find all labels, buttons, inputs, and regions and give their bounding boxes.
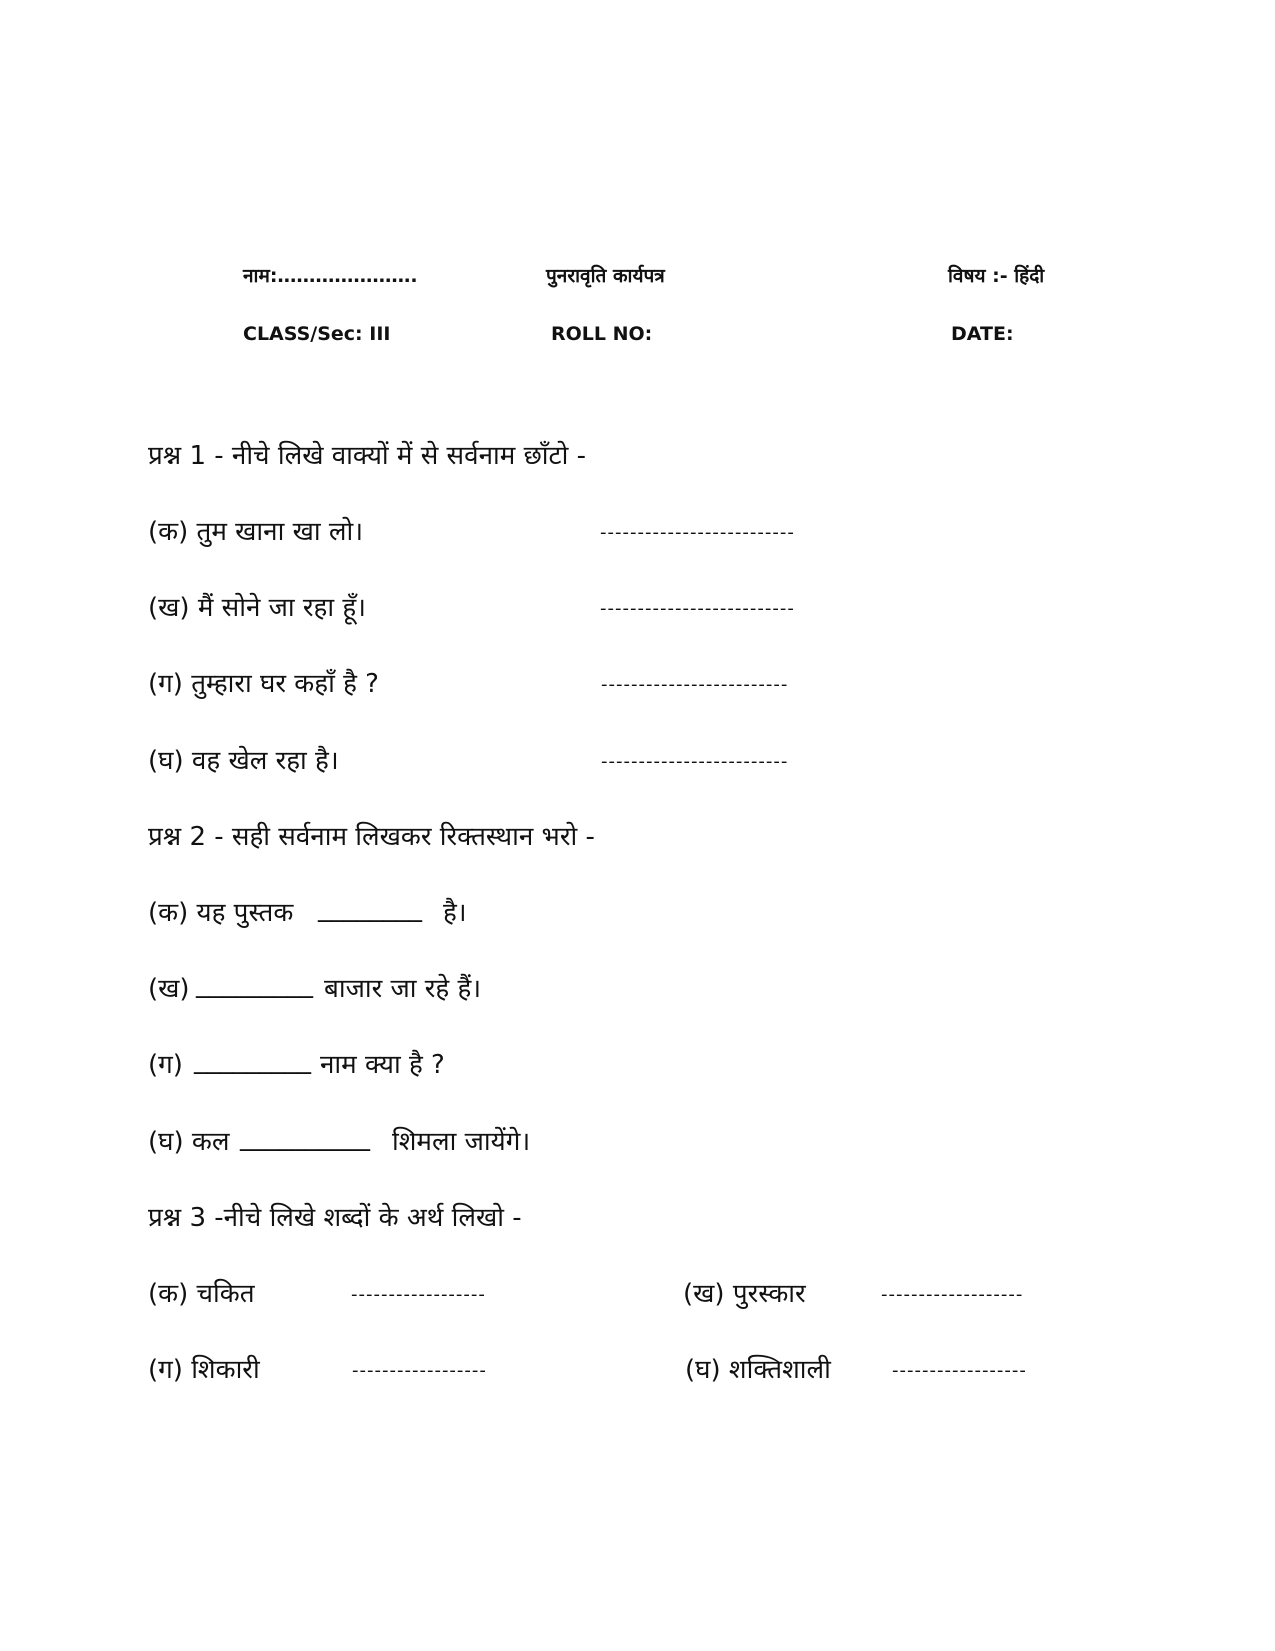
q1-answer-line-kha: -------------------------- bbox=[600, 598, 795, 619]
q1-item-kha: (ख) मैं सोने जा रहा हूँ। bbox=[148, 593, 367, 623]
q3-answer-line-ka: ------------------ bbox=[351, 1284, 486, 1305]
question-1-heading: प्रश्न 1 - नीचे लिखे वाक्यों में से सर्वनाम छाँटो - bbox=[148, 441, 587, 471]
q1-item-gha: (घ) वह खेल रहा है। bbox=[148, 746, 339, 776]
q2-item-ka-text: (क) यह पुस्तक bbox=[148, 898, 294, 928]
q3-answer-line-gha: ------------------ bbox=[892, 1360, 1027, 1381]
q3-answer-line-kha: ------------------- bbox=[881, 1284, 1024, 1305]
q2-blank-ka: ________ bbox=[318, 893, 422, 923]
roll-no-label: ROLL NO: bbox=[551, 323, 653, 345]
name-field-label: नाम:…………………. bbox=[243, 265, 418, 287]
q2-item-gha-end: शिमला जायेंगे। bbox=[392, 1127, 531, 1157]
q1-answer-line-gha: ------------------------- bbox=[601, 751, 789, 772]
subject-label: विषय :- हिंदी bbox=[948, 265, 1045, 287]
q3-word-kha: (ख) पुरस्कार bbox=[683, 1279, 806, 1309]
class-section-label: CLASS/Sec: III bbox=[243, 323, 391, 345]
q2-item-ga-text: (ग) bbox=[148, 1050, 183, 1080]
q3-word-ga: (ग) शिकारी bbox=[148, 1355, 260, 1385]
date-label: DATE: bbox=[951, 323, 1014, 345]
q1-item-ka: (क) तुम खाना खा लो। bbox=[148, 517, 364, 547]
q2-blank-ga: _________ bbox=[194, 1045, 311, 1075]
q1-answer-line-ka: -------------------------- bbox=[600, 522, 795, 543]
q2-blank-kha: _________ bbox=[196, 969, 313, 999]
q3-answer-line-ga: ------------------ bbox=[352, 1360, 487, 1381]
q2-item-gha-text: (घ) कल bbox=[148, 1127, 230, 1157]
q2-item-ga-end: नाम क्या है ? bbox=[320, 1050, 445, 1080]
q1-item-ga: (ग) तुम्हारा घर कहाँ है ? bbox=[148, 669, 379, 699]
question-3-heading: प्रश्न 3 -नीचे लिखे शब्दों के अर्थ लिखो - bbox=[148, 1203, 522, 1233]
q2-item-kha-end: बाजार जा रहे हैं। bbox=[324, 974, 482, 1004]
worksheet-title: पुनरावृति कार्यपत्र bbox=[546, 265, 665, 287]
q2-item-ka-end: है। bbox=[443, 898, 467, 928]
q2-blank-gha: __________ bbox=[240, 1122, 370, 1152]
q3-word-ka: (क) चकित bbox=[148, 1279, 255, 1309]
question-2-heading: प्रश्न 2 - सही सर्वनाम लिखकर रिक्तस्थान भरो - bbox=[148, 822, 595, 852]
q1-answer-line-ga: ------------------------- bbox=[601, 674, 789, 695]
q3-word-gha: (घ) शक्तिशाली bbox=[685, 1355, 831, 1385]
q2-item-kha-text: (ख) bbox=[148, 974, 190, 1004]
